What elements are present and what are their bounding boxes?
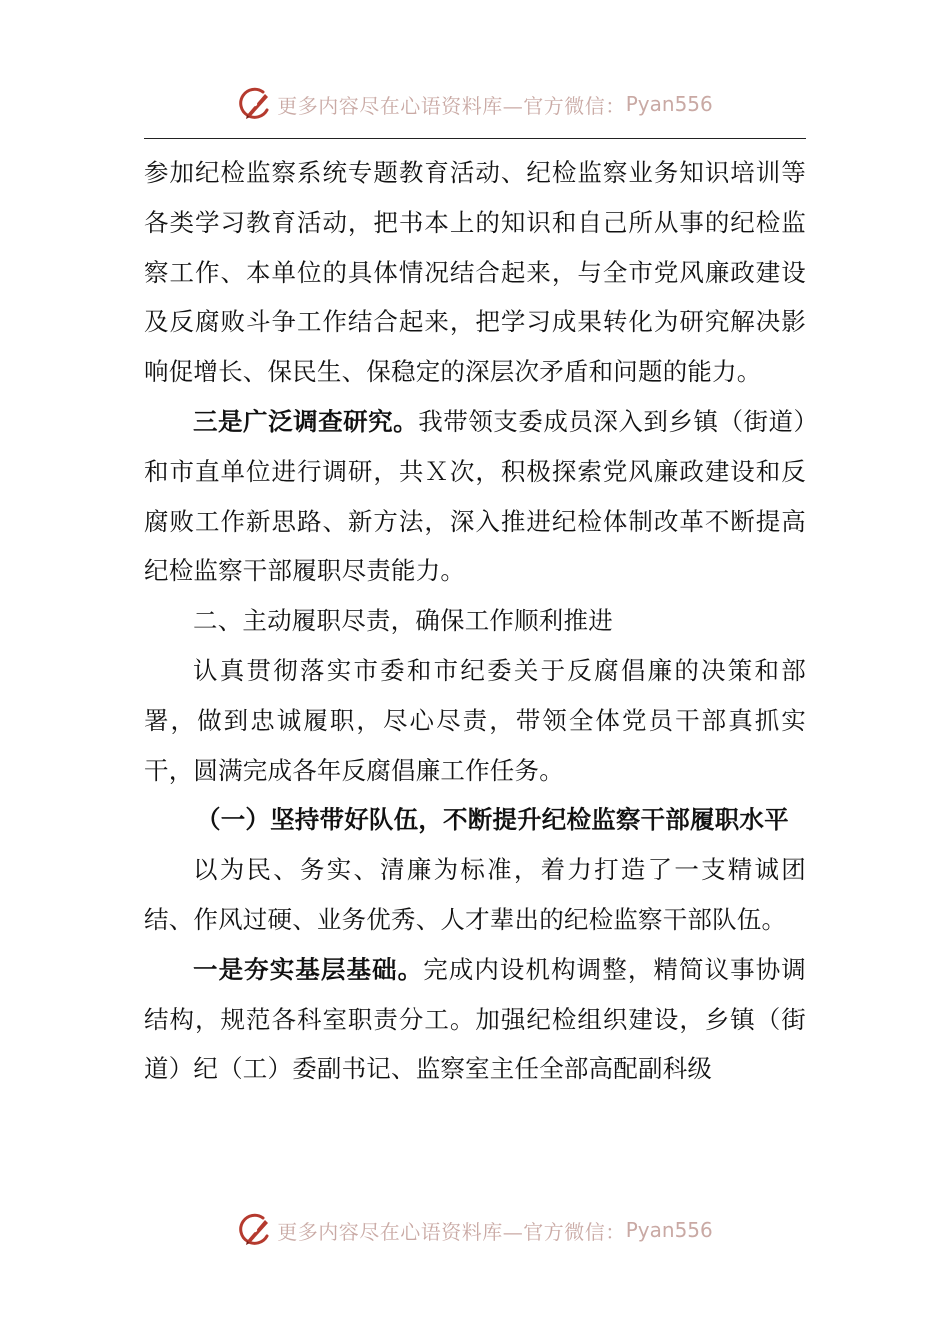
paragraph-2 <box>144 397 806 596</box>
paragraph-5-text: 完成内设机构调整，精简议事协调结构，规范各科室职责分工。加强纪检组织建设，乡镇（街道）纪（工）委副书记、监察室主任全部高配副科级 <box>144 954 806 1084</box>
pen-in-circle-logo-icon <box>237 86 273 122</box>
header-divider <box>144 138 806 139</box>
paragraph-2-lead: 三是广泛调查研究。 <box>193 406 419 436</box>
paragraph-3: 认真贯彻落实市委和市纪委关于反腐倡廉的决策和部署，做到忠诚履职，尽心尽责，带领全体党员干部真抓实干，圆满完成各年反腐倡廉工作任务。 <box>144 655 806 785</box>
pen-in-circle-logo-icon <box>237 1212 273 1248</box>
footer-banner-text: 更多内容尽在心语资料库—官方微信： <box>277 1219 626 1244</box>
section-heading-2: 二、主动履职尽责，确保工作顺利推进 <box>193 606 613 636</box>
paragraph-1: 参加纪检监察系统专题教育活动、纪检监察业务知识培训等各类学习教育活动，把书本上的知识和自己所从事的纪检监察工作、本单位的具体情况结合起来，与全市党风廉政建设及反腐败斗争工作结合起来，把学习成果转化为研究解决影响促增长、保民生、保稳定的深层次矛盾和问题的能力。 <box>144 158 806 387</box>
header-banner <box>0 84 950 124</box>
paragraph-2-text: 我带领支委成员深入到乡镇（街道）和市直单位进行调研，共Ｘ次，积极探索党风廉政建设和反腐败工作新思路、新方法，深入推进纪检体制改革不断提高纪检监察干部履职尽责能力。 <box>144 406 806 586</box>
paragraph-4: 以为民、务实、清廉为标准，着力打造了一支精诚团结、作风过硬、业务优秀、人才辈出的纪检监察干部队伍。 <box>144 855 806 934</box>
wechat-id: Pyan556 <box>625 92 713 116</box>
banner-text: 更多内容尽在心语资料库—官方微信： <box>277 93 626 118</box>
subheading-1: （一）坚持带好队伍，不断提升纪检监察干部履职水平 <box>196 805 789 835</box>
footer-banner <box>0 1210 950 1250</box>
document-body <box>144 148 806 1094</box>
paragraph-5 <box>144 945 806 1094</box>
paragraph-5-lead: 一是夯实基层基础。 <box>193 954 424 984</box>
footer-wechat-id: Pyan556 <box>625 1218 713 1242</box>
